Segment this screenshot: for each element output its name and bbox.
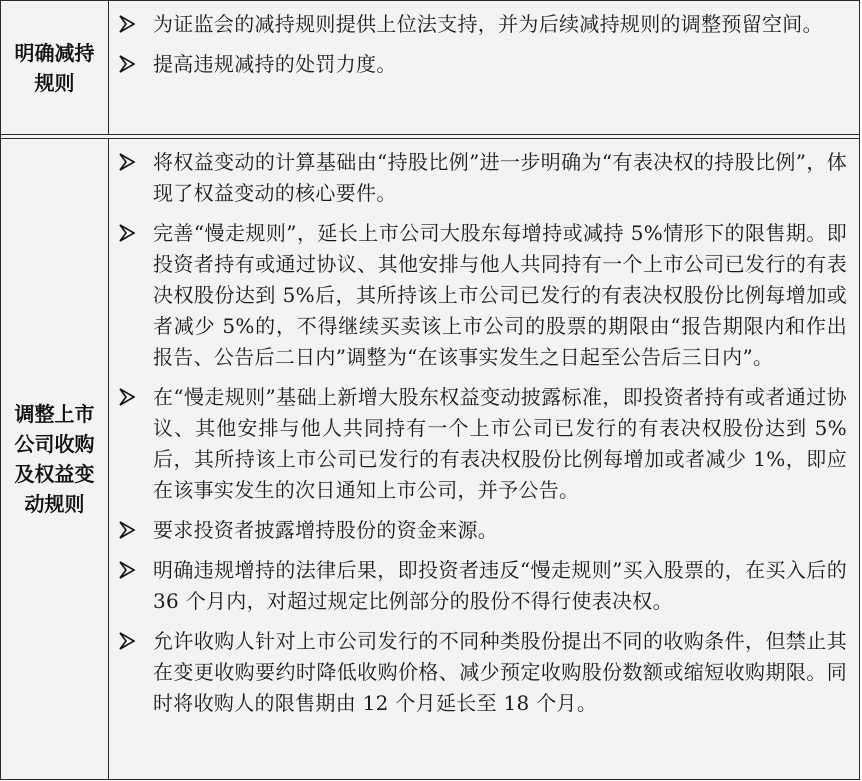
table-row — [1, 1, 860, 135]
row-content-cell — [109, 1, 860, 135]
arrow-bullet-icon — [119, 632, 135, 650]
list-item-text: 明确违规增持的法律后果，即投资者违反“慢走规则”买入股票的，在买入后的 36 个月内，对超过规定比例部分的股份不得行使表决权。 — [153, 558, 847, 613]
bullet-list — [109, 1, 859, 80]
list-item — [117, 382, 847, 506]
list-item-text: 为证监会的减持规则提供上位法支持，并为后续减持规则的调整预留空间。 — [153, 12, 823, 36]
arrow-bullet-icon — [119, 561, 135, 579]
arrow-bullet-icon — [119, 15, 135, 33]
list-item-text: 允许收购人针对上市公司发行的不同种类股份提出不同的收购条件，但禁止其在变更收购要约时降低收购价格、减少预定收购股份数额或缩短收购期限。同时将收购人的限售期由 12 个月延长至 18 个月。 — [153, 629, 847, 715]
list-item — [117, 49, 847, 80]
list-item-text: 完善“慢走规则”，延长上市公司大股东每增持或减持 5%情形下的限售期。即投资者持有或通过协议、其他安排与他人共同持有一个上市公司已发行的有表决权股份达到 5%后，其所持该上市公司已发行的有表决权股份比例每增加或者减少 5%的，不得继续买卖该上市公司的股票的期限由“报告期限内和作出报告、公告后二日内”调整为“在该事实发生之日起至公告后三日内”。 — [153, 221, 847, 369]
list-item — [117, 147, 847, 209]
bullet-list — [109, 139, 859, 719]
arrow-bullet-icon — [119, 224, 135, 242]
arrow-bullet-icon — [119, 55, 135, 73]
row-label: 明确减持规则 — [14, 40, 95, 95]
arrow-bullet-icon — [119, 388, 135, 406]
list-item — [117, 515, 847, 546]
table-row — [1, 139, 860, 780]
list-item-text: 将权益变动的计算基础由“持股比例”进一步明确为“有表决权的持股比例”，体现了权益变动的核心要件。 — [153, 150, 847, 205]
list-item — [117, 9, 847, 40]
list-item-text: 要求投资者披露增持股份的资金来源。 — [153, 518, 499, 542]
arrow-bullet-icon — [119, 153, 135, 171]
row-content-cell — [109, 139, 860, 780]
list-item — [117, 555, 847, 617]
arrow-bullet-icon — [119, 521, 135, 539]
row-label-cell — [1, 1, 109, 135]
row-label: 调整上市公司收购及权益变动规则 — [14, 402, 95, 516]
list-item — [117, 626, 847, 719]
row-label-cell — [1, 139, 109, 780]
list-item — [117, 218, 847, 373]
list-item-text: 提高违规减持的处罚力度。 — [153, 52, 397, 76]
list-item-text: 在“慢走规则”基础上新增大股东权益变动披露标准，即投资者持有或者通过协议、其他安排与他人共同持有一个上市公司已发行的有表决权股份达到 5%后，其所持该上市公司已发行的有表决权股份比例每增加或者减少 1%，即应在该事实发生的次日通知上市公司，并予公告。 — [153, 385, 847, 502]
